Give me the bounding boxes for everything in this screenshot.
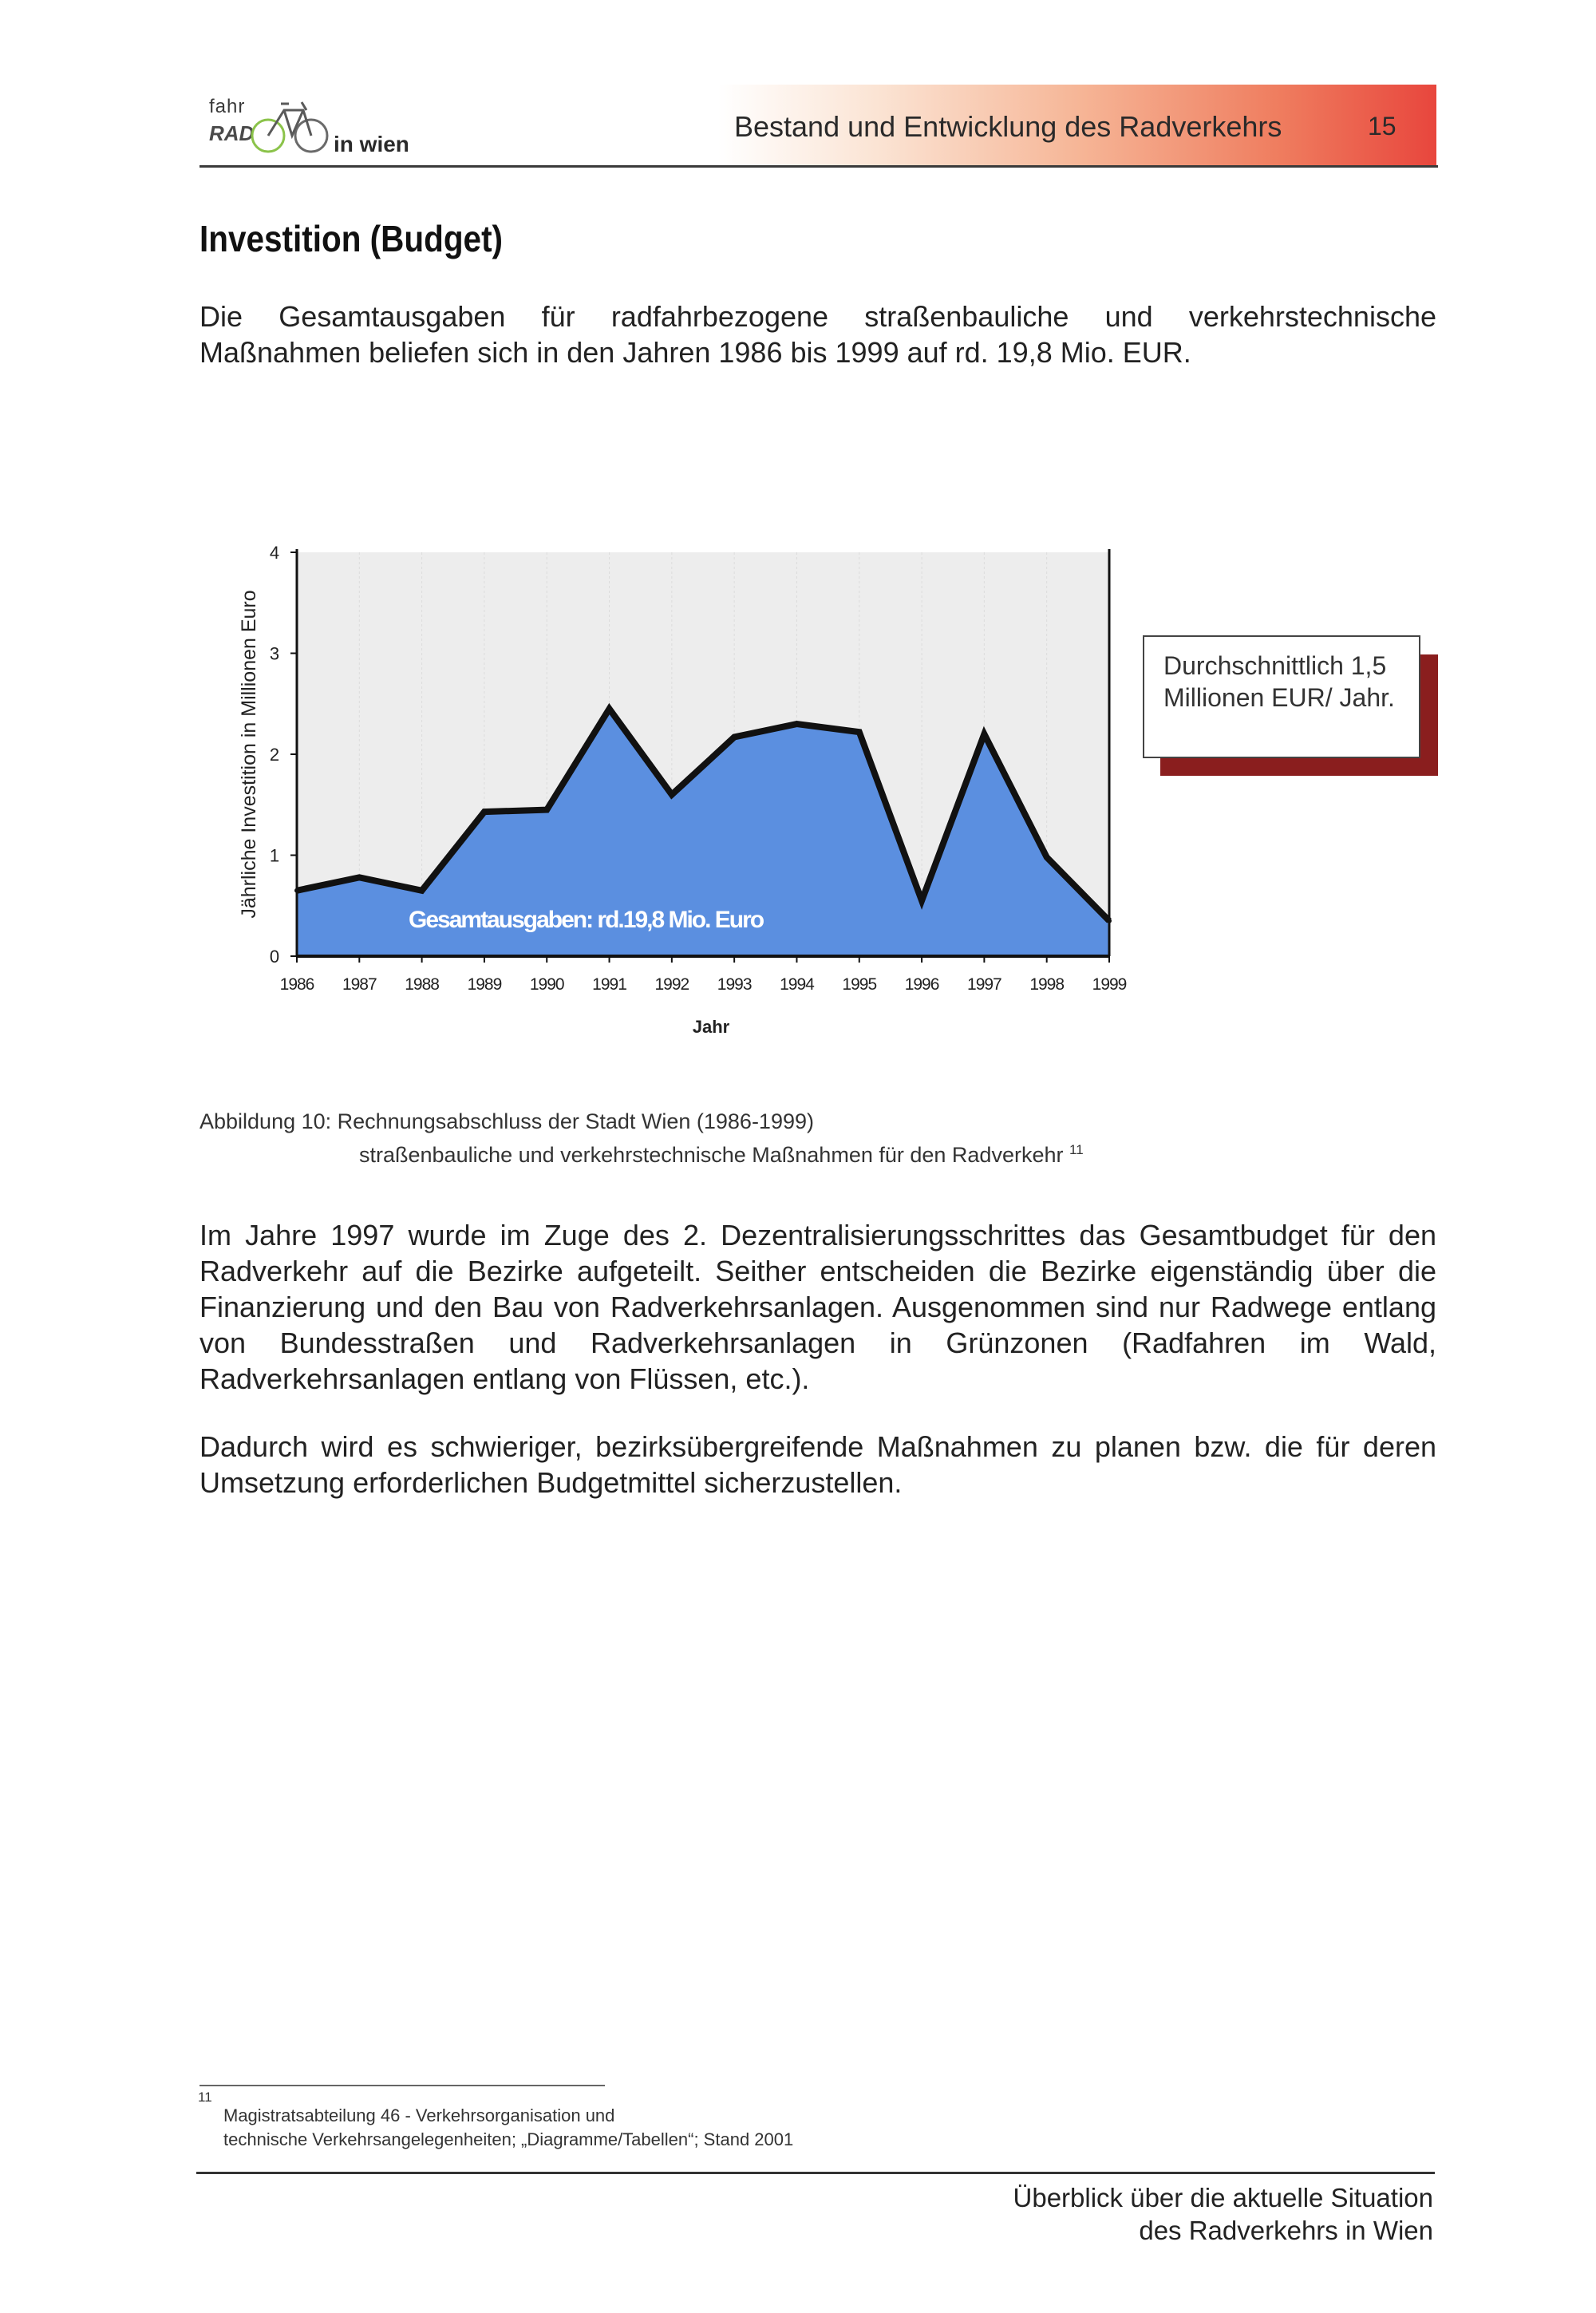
area-total-label: Gesamtausgaben: rd.19,8 Mio. Euro <box>409 907 764 933</box>
bicycle-icon <box>246 86 334 158</box>
footnote-mark: 11 <box>198 2090 212 2105</box>
caption-line-2: straßenbauliche und verkehrstechnische Maßnahmen für den Radverkehr <box>359 1143 1064 1167</box>
page-number: 15 <box>1368 112 1396 140</box>
data-point-1998 <box>1045 855 1049 860</box>
footnote-reference[interactable]: 11 <box>1069 1142 1084 1157</box>
figure-caption <box>200 1108 1084 1169</box>
footer-divider <box>196 2172 1435 2174</box>
x-tick-label: 1999 <box>1092 975 1127 994</box>
paragraph-consequence: Dadurch wird es schwieriger, bezirksübergreifende Maßnahmen zu planen bzw. die für deren Umsetzung erforderlichen Budgetmittel sicherzustellen. <box>200 1430 1436 1499</box>
y-tick-label: 3 <box>269 643 280 664</box>
x-tick-label: 1989 <box>467 975 502 994</box>
data-point-1990 <box>544 808 549 813</box>
x-tick-label: 1994 <box>780 975 814 994</box>
caption-line-1: Abbildung 10: Rechnungsabschluss der Stadt Wien (1986-1999) <box>200 1109 814 1133</box>
x-tick-label: 1993 <box>717 975 752 994</box>
footnote-text <box>223 2104 793 2152</box>
footer-line-1: Überblick über die aktuelle Situation <box>1013 2183 1433 2212</box>
y-tick-label: 4 <box>269 543 280 563</box>
x-tick-label: 1996 <box>904 975 939 994</box>
logo-suffix: in wien <box>334 132 409 156</box>
footnote-line-2: technische Verkehrsangelegenheiten; „Diagramme/Tabellen“; Stand 2001 <box>223 2129 794 2149</box>
data-point-1994 <box>794 722 799 726</box>
header-divider <box>200 165 1438 168</box>
footer-line-2: des Radverkehrs in Wien <box>1139 2216 1433 2245</box>
data-point-1997 <box>982 732 986 737</box>
logo-text-bottom: RAD <box>209 121 255 145</box>
x-tick-label: 1986 <box>279 975 314 994</box>
data-point-1987 <box>357 875 361 880</box>
x-tick-label: 1990 <box>529 975 564 994</box>
footnote-line-1: Magistratsabteilung 46 - Verkehrsorganisation und <box>223 2105 615 2125</box>
section-heading: Investition (Budget) <box>200 218 504 259</box>
investment-area-chart <box>160 527 1213 1070</box>
average-callout: Durchschnittlich 1,5 Millionen EUR/ Jahr. <box>1143 635 1420 758</box>
data-point-1989 <box>482 809 487 814</box>
x-tick-label: 1998 <box>1029 975 1065 994</box>
data-point-1995 <box>857 729 862 734</box>
y-tick-label: 1 <box>269 845 280 866</box>
data-point-1996 <box>919 898 924 903</box>
page-footer <box>958 2181 1433 2247</box>
paragraph-decentralization: Im Jahre 1997 wurde im Zuge des 2. Dezentralisierungsschrittes das Gesamtbudget für den Radverkehr auf die Bezirke aufgeteilt. Seither entscheiden die Bezirke eigenständig über die Finanzierung und den Bau von Radverkehrsanlagen. Ausgenommen sind nur Radwege entlang von Bundesstraßen und Radverkehrsanlagen in Grünzonen (Radfahren im Wald, Radverkehrsanlagen entlang von Flüssen, etc.). <box>200 1219 1436 1395</box>
x-tick-label: 1987 <box>342 975 377 994</box>
x-tick-label: 1991 <box>592 975 626 994</box>
y-tick-label: 0 <box>269 947 280 967</box>
fahrrad-logo <box>206 86 334 158</box>
intro-paragraph: Die Gesamtausgaben für radfahrbezogene straßenbauliche und verkehrstechnische Maßnahmen beliefen sich in den Jahren 1986 bis 1999 auf rd. 19,8 Mio. EUR. <box>200 300 1436 369</box>
data-point-1992 <box>670 793 674 797</box>
data-point-1991 <box>607 706 612 711</box>
logo-text-top: fahr <box>209 96 246 117</box>
x-tick-label: 1992 <box>654 975 689 994</box>
footnote-divider <box>200 2085 605 2086</box>
x-tick-label: 1995 <box>842 975 877 994</box>
y-axis-title: Jährliche Investition in Millionen Euro <box>238 590 260 919</box>
data-point-1988 <box>420 888 425 893</box>
x-tick-label: 1988 <box>405 975 439 994</box>
y-tick-label: 2 <box>269 745 280 765</box>
x-tick-label: 1997 <box>967 975 1001 994</box>
x-axis-title: Jahr <box>692 1017 730 1037</box>
header-section-title: Bestand und Entwicklung des Radverkehrs <box>734 110 1282 143</box>
data-point-1993 <box>732 734 737 739</box>
